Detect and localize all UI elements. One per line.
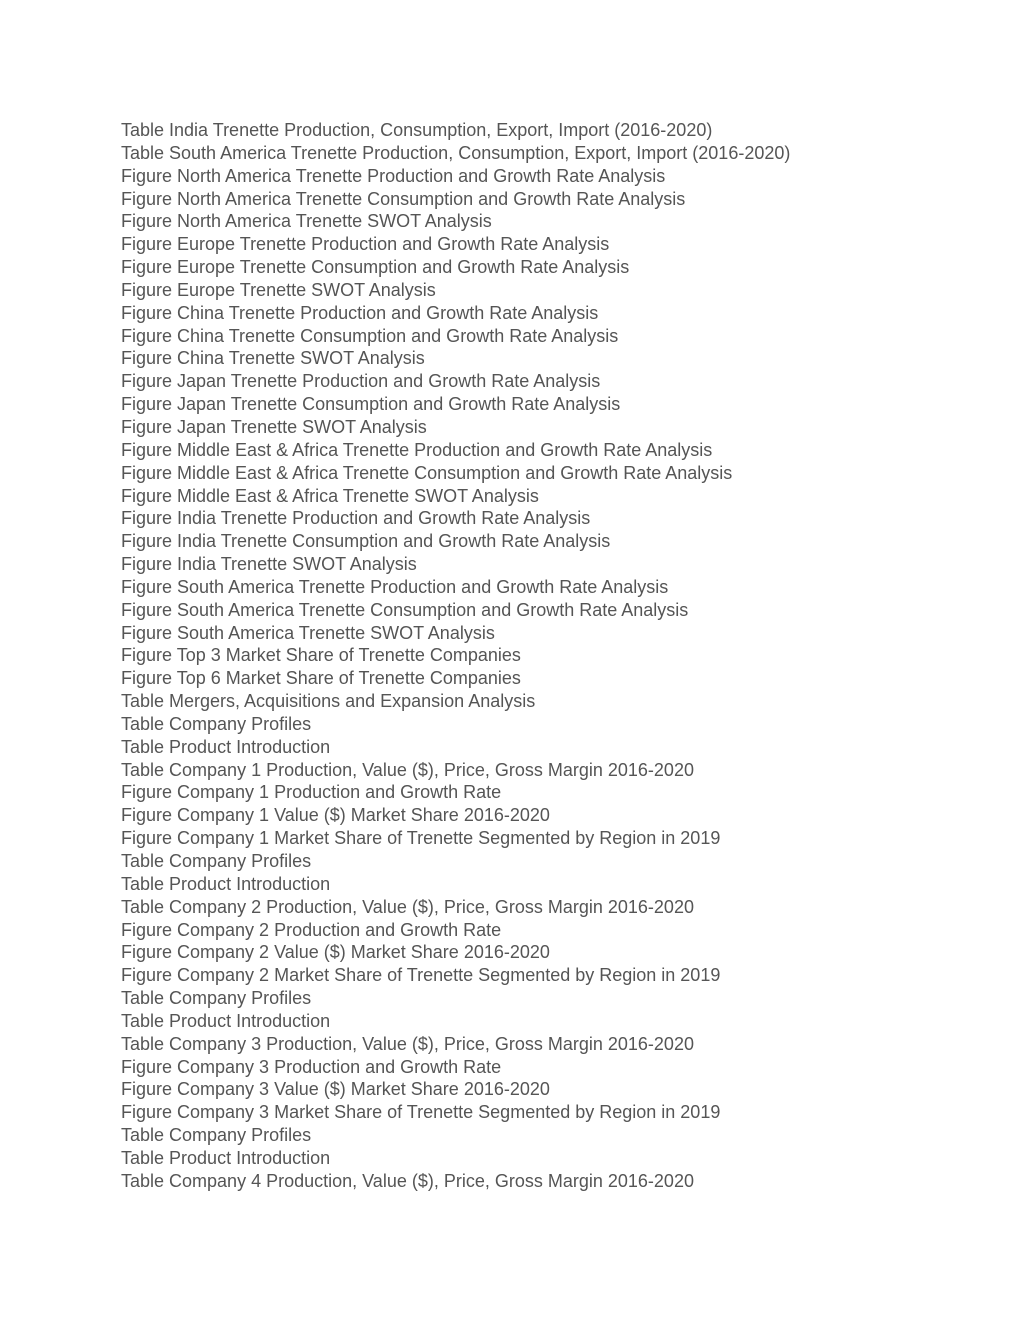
list-item: Figure Japan Trenette Consumption and Growth Rate Analysis [121, 394, 621, 415]
list-item: Figure North America Trenette Consumption and Growth Rate Analysis [121, 188, 686, 209]
list-item: Figure Top 3 Market Share of Trenette Companies [121, 645, 521, 666]
list-item: Figure Company 2 Value ($) Market Share 2016-2020 [121, 942, 550, 963]
list-item: Table India Trenette Production, Consumption, Export, Import (2016-2020) [121, 120, 713, 140]
list-item: Figure Middle East & Africa Trenette Consumption and Growth Rate Analysis [121, 462, 733, 483]
list-item: Figure Company 2 Market Share of Trenette Segmented by Region in 2019 [121, 965, 721, 986]
list-item: Table Product Introduction [121, 736, 331, 757]
list-item: Table Company Profiles [121, 988, 312, 1009]
list-item: Figure China Trenette Consumption and Growth Rate Analysis [121, 325, 619, 346]
list-item: Figure Europe Trenette SWOT Analysis [121, 279, 436, 300]
list-item: Figure Company 1 Production and Growth Rate [121, 782, 502, 803]
table-of-figures-list [121, 119, 1001, 1193]
list-item: Table South America Trenette Production, Consumption, Export, Import (2016-2020) [121, 142, 791, 163]
list-item: Table Company 1 Production, Value ($), Price, Gross Margin 2016-2020 [121, 759, 694, 780]
list-item: Table Company 4 Production, Value ($), Price, Gross Margin 2016-2020 [121, 1170, 694, 1191]
list-item: Figure India Trenette Production and Growth Rate Analysis [121, 508, 591, 529]
list-item: Figure China Trenette Production and Growth Rate Analysis [121, 302, 599, 323]
list-item: Table Company Profiles [121, 1125, 312, 1146]
list-item: Figure India Trenette Consumption and Growth Rate Analysis [121, 531, 611, 552]
list-item: Figure Company 1 Value ($) Market Share 2016-2020 [121, 805, 550, 826]
list-item: Figure South America Trenette Production and Growth Rate Analysis [121, 576, 669, 597]
list-item: Figure Company 3 Value ($) Market Share 2016-2020 [121, 1079, 550, 1100]
list-item: Table Company 2 Production, Value ($), Price, Gross Margin 2016-2020 [121, 896, 694, 917]
list-item: Figure Company 3 Production and Growth Rate [121, 1056, 502, 1077]
list-item: Table Company 3 Production, Value ($), Price, Gross Margin 2016-2020 [121, 1033, 694, 1054]
list-item: Figure Company 2 Production and Growth Rate [121, 919, 502, 940]
list-item: Table Mergers, Acquisitions and Expansion Analysis [121, 691, 536, 712]
list-item: Figure Top 6 Market Share of Trenette Companies [121, 668, 521, 689]
list-item: Figure Europe Trenette Production and Growth Rate Analysis [121, 234, 610, 255]
list-item: Table Company Profiles [121, 713, 312, 734]
list-item: Figure China Trenette SWOT Analysis [121, 348, 425, 369]
list-item: Figure Japan Trenette SWOT Analysis [121, 416, 427, 437]
list-item: Figure Middle East & Africa Trenette SWOT Analysis [121, 485, 539, 506]
list-item: Figure Company 3 Market Share of Trenette Segmented by Region in 2019 [121, 1102, 721, 1123]
list-item: Table Company Profiles [121, 851, 312, 871]
list-item: Figure Japan Trenette Production and Growth Rate Analysis [121, 371, 601, 392]
list-item: Figure South America Trenette Consumption and Growth Rate Analysis [121, 599, 689, 620]
list-item: Figure North America Trenette Production and Growth Rate Analysis [121, 165, 666, 186]
list-item: Figure India Trenette SWOT Analysis [121, 554, 417, 575]
list-item: Figure Middle East & Africa Trenette Production and Growth Rate Analysis [121, 439, 713, 460]
list-item: Figure Europe Trenette Consumption and Growth Rate Analysis [121, 257, 630, 278]
list-item: Table Product Introduction [121, 1010, 331, 1031]
list-item: Table Product Introduction [121, 1147, 331, 1168]
list-item: Figure South America Trenette SWOT Analysis [121, 622, 495, 643]
list-item: Table Product Introduction [121, 873, 331, 894]
list-item: Figure Company 1 Market Share of Trenette Segmented by Region in 2019 [121, 828, 721, 849]
list-item: Figure North America Trenette SWOT Analysis [121, 211, 492, 232]
